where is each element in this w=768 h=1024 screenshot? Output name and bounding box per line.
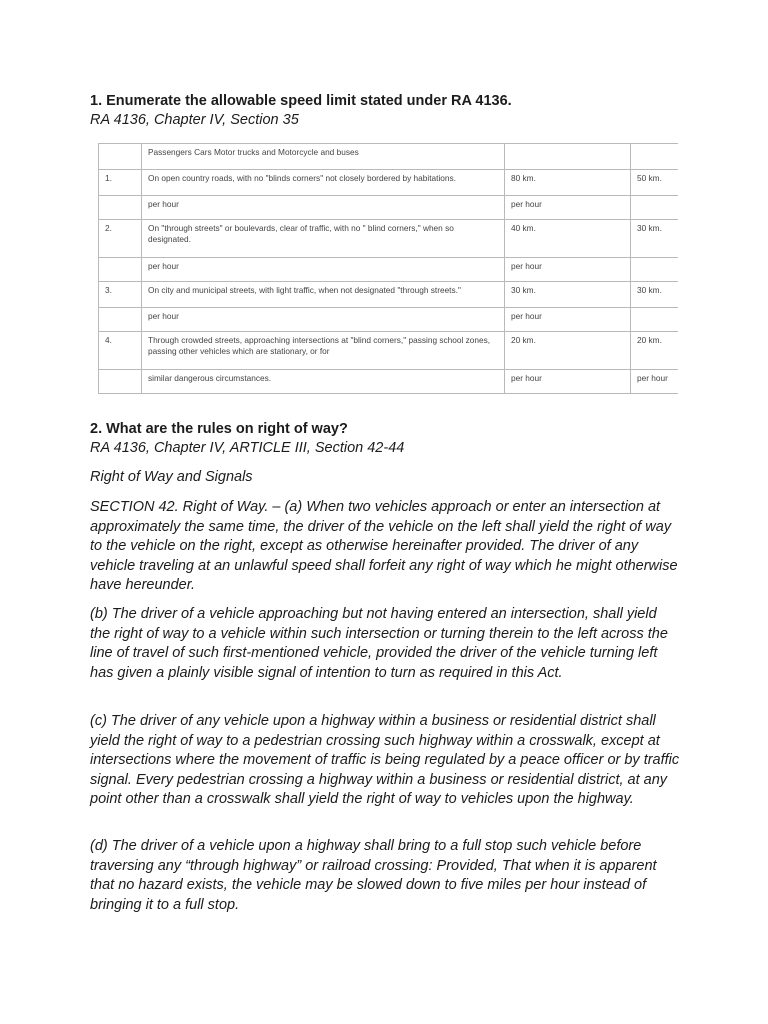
table-cell [631, 196, 679, 220]
table-cell: 1. [99, 170, 142, 196]
table-cell: 80 km. [505, 170, 631, 196]
table-cell: 4. [99, 332, 142, 370]
question-1-reference: RA 4136, Chapter IV, Section 35 [90, 112, 299, 128]
question-1-title: 1. Enumerate the allowable speed limit stated under RA 4136. [90, 93, 512, 109]
table-cell: per hour [631, 370, 679, 394]
table-row [99, 196, 679, 220]
table-cell: On city and municipal streets, with light traffic, when not designated "through streets." [142, 282, 505, 308]
table-cell: 2. [99, 220, 142, 258]
table-cell: Passengers Cars Motor trucks and Motorcycle and buses [142, 144, 505, 170]
table-cell: per hour [505, 370, 631, 394]
table-row [99, 282, 679, 308]
paragraph-section-42-d: (d) The driver of a vehicle upon a highway shall bring to a full stop such vehicle before traversing any “through highway” or railroad crossing: Provided, That when it is apparent that no hazard exists, the vehicle may be slowed down to five miles per hour instead of bringing it to a full stop. [90, 838, 657, 913]
table-row [99, 170, 679, 196]
table-cell [99, 258, 142, 282]
table-cell [631, 258, 679, 282]
table-cell [99, 196, 142, 220]
table-cell [631, 308, 679, 332]
table-cell: similar dangerous circumstances. [142, 370, 505, 394]
table-row [99, 370, 679, 394]
table-cell: 50 km. [631, 170, 679, 196]
table-cell: On open country roads, with no "blinds corners" not closely bordered by habitations. [142, 170, 505, 196]
table-cell: per hour [505, 308, 631, 332]
table-cell: per hour [142, 196, 505, 220]
question-2-reference: RA 4136, Chapter IV, ARTICLE III, Section 42-44 [90, 440, 405, 456]
table-cell: 20 km. [631, 332, 679, 370]
table-header-row [99, 144, 679, 170]
paragraph-section-42-a: SECTION 42. Right of Way. – (a) When two vehicles approach or enter an intersection at approximately the same time, the driver of the vehicle on the left shall yield the right of way to the vehicle on the right, except as otherwise hereinafter provided. The driver of any vehicle traveling at an unlawful speed shall forfeit any right of way which he might otherwise have hereunder. [90, 499, 678, 593]
table-row [99, 332, 679, 370]
table-cell [505, 144, 631, 170]
table-cell: per hour [142, 258, 505, 282]
table-row [99, 258, 679, 282]
table-cell: per hour [142, 308, 505, 332]
speed-limit-table-container [98, 143, 678, 394]
table-cell: On "through streets" or boulevards, clear of traffic, with no " blind corners," when so designated. [142, 220, 505, 258]
table-cell [631, 144, 679, 170]
table-cell: 30 km. [631, 220, 679, 258]
table-cell: 20 km. [505, 332, 631, 370]
table-cell [99, 308, 142, 332]
table-cell: 30 km. [505, 282, 631, 308]
section-subheading: Right of Way and Signals [90, 469, 253, 485]
table-cell: 40 km. [505, 220, 631, 258]
table-cell [99, 144, 142, 170]
table-cell: per hour [505, 258, 631, 282]
paragraph-section-42-b: (b) The driver of a vehicle approaching but not having entered an intersection, shall yield the right of way to a vehicle within such intersection or turning therein to the left across the line of travel of such first-mentioned vehicle, provided the driver of the vehicle turning left has given a plainly visible signal of intention to turn as required in this Act. [90, 606, 668, 681]
table-row [99, 220, 679, 258]
table-cell [99, 370, 142, 394]
table-row [99, 308, 679, 332]
table-cell: 30 km. [631, 282, 679, 308]
table-cell: per hour [505, 196, 631, 220]
speed-limit-table [98, 143, 678, 394]
question-2-title: 2. What are the rules on right of way? [90, 421, 348, 437]
table-cell: Through crowded streets, approaching intersections at "blind corners," passing school zones, passing other vehicles which are stationary, or for [142, 332, 505, 370]
table-cell: 3. [99, 282, 142, 308]
paragraph-section-42-c: (c) The driver of any vehicle upon a highway within a business or residential district shall yield the right of way to a pedestrian crossing such highway within a crosswalk, except at intersections where the movement of traffic is being regulated by a peace officer or by traffic signal. Every pedestrian crossing a highway within a business or residential district, at any point other than a crosswalk shall yield the right of way to vehicles upon the highway. [90, 713, 680, 807]
